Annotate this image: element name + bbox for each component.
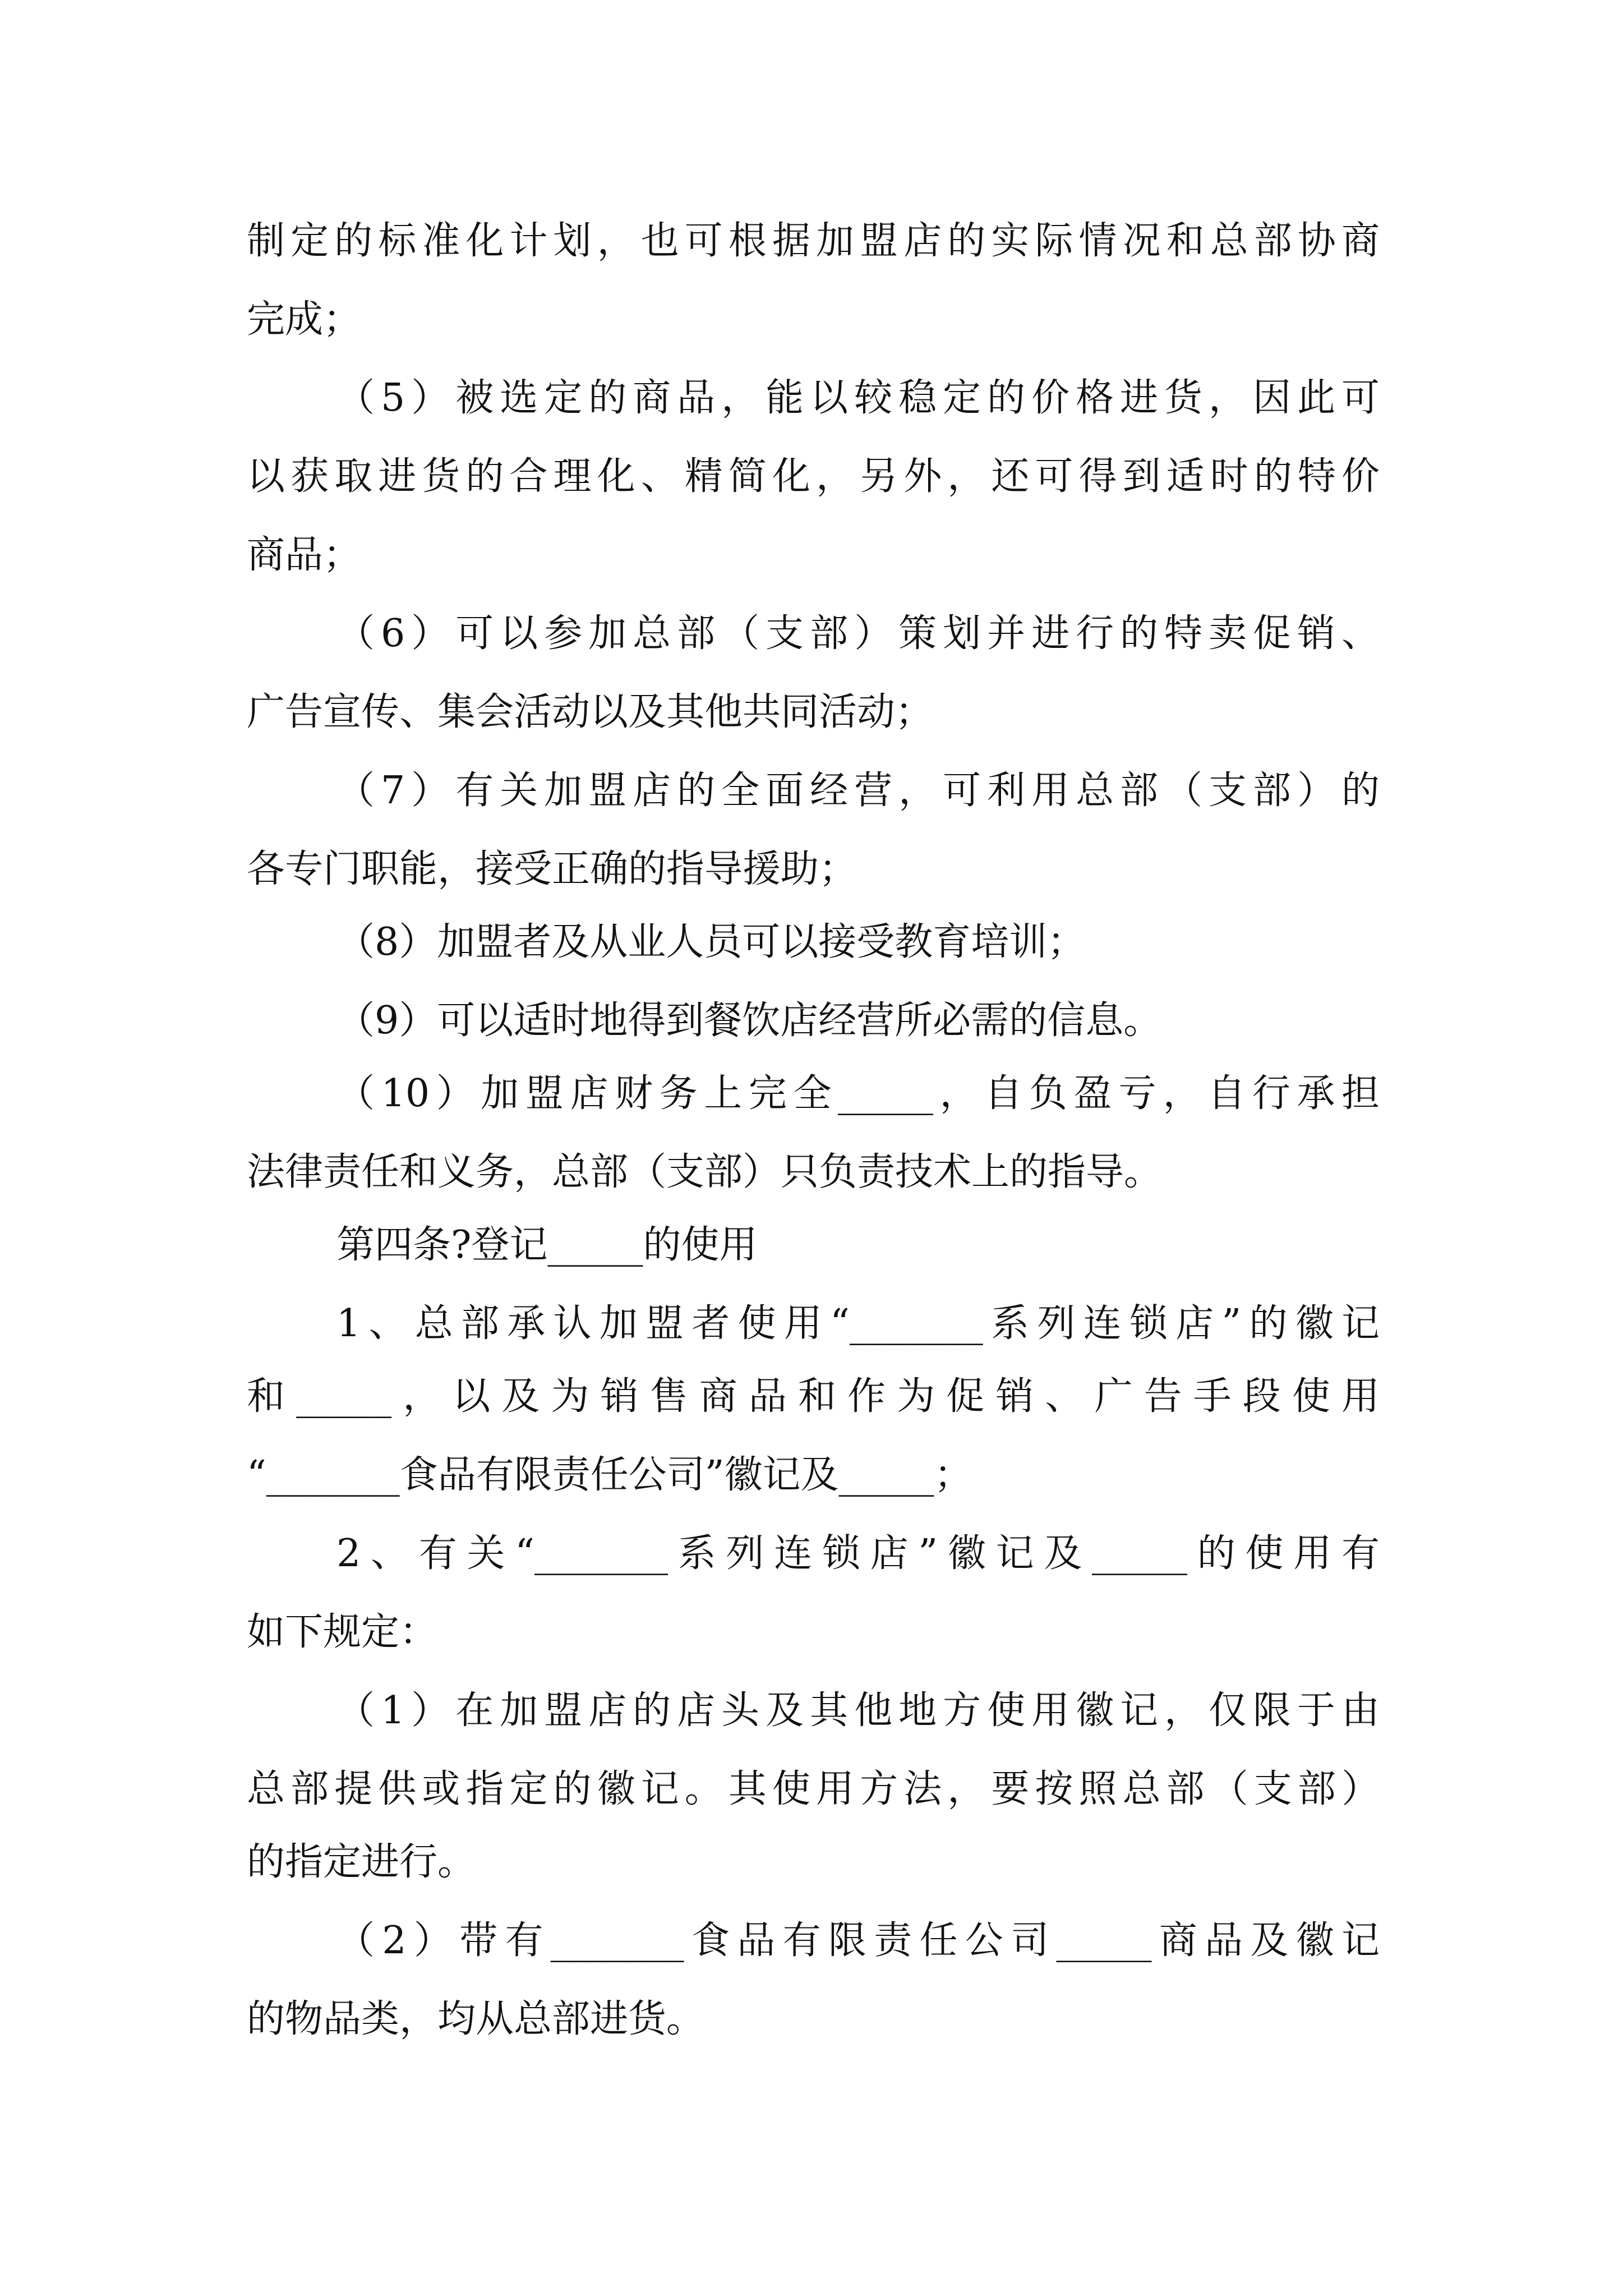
- text-line: 1、总部承认加盟者使用“_______系列连锁店”的徽记: [336, 1301, 1380, 1346]
- text-line: 的物品类，均从总部进货。: [247, 1997, 705, 2041]
- text-line: 完成；: [247, 297, 362, 342]
- text-line: “_______食品有限责任公司”徽记及_____；: [247, 1453, 972, 1497]
- text-line: （2）带有_______食品有限责任公司_____商品及徽记: [336, 1918, 1380, 1963]
- text-line: 法律责任和义务，总部（支部）只负责技术上的指导。: [247, 1150, 1163, 1194]
- text-line: 和_____，以及为销售商品和作为促销、广告手段使用: [247, 1374, 1380, 1419]
- text-line: （5）被选定的商品，能以较稳定的价格进货，因此可: [336, 376, 1380, 420]
- text-line: 以获取进货的合理化、精简化，另外，还可得到适时的特价: [247, 454, 1380, 499]
- text-line: （6）可以参加总部（支部）策划并进行的特卖促销、: [336, 611, 1380, 656]
- text-line: 如下规定：: [247, 1610, 438, 1654]
- text-line: 2、有关“_______系列连锁店”徽记及_____的使用有: [336, 1531, 1380, 1576]
- text-line: 总部提供或指定的徽记。其使用方法，要按照总部（支部）: [247, 1767, 1380, 1811]
- text-line: 广告宣传、集会活动以及其他共同活动；: [247, 690, 934, 734]
- text-line: 商品；: [247, 533, 362, 577]
- text-line: （7）有关加盟店的全面经营，可利用总部（支部）的: [336, 769, 1380, 813]
- text-line: 的指定进行。: [247, 1840, 476, 1884]
- text-line: 各专门职能，接受正确的指导援助；: [247, 847, 857, 891]
- text-line: （1）在加盟店的店头及其他地方使用徽记，仅限于由: [336, 1688, 1380, 1733]
- text-line: （8）加盟者及从业人员可以接受教育培训；: [336, 920, 1086, 964]
- text-line: 制定的标准化计划，也可根据加盟店的实际情况和总部协商: [247, 219, 1380, 263]
- text-line: （9）可以适时地得到餐饮店经营所必需的信息。: [336, 999, 1162, 1043]
- text-line: （10）加盟店财务上完全_____，自负盈亏，自行承担: [336, 1071, 1380, 1116]
- section-heading: 第四条?登记_____的使用: [336, 1223, 758, 1267]
